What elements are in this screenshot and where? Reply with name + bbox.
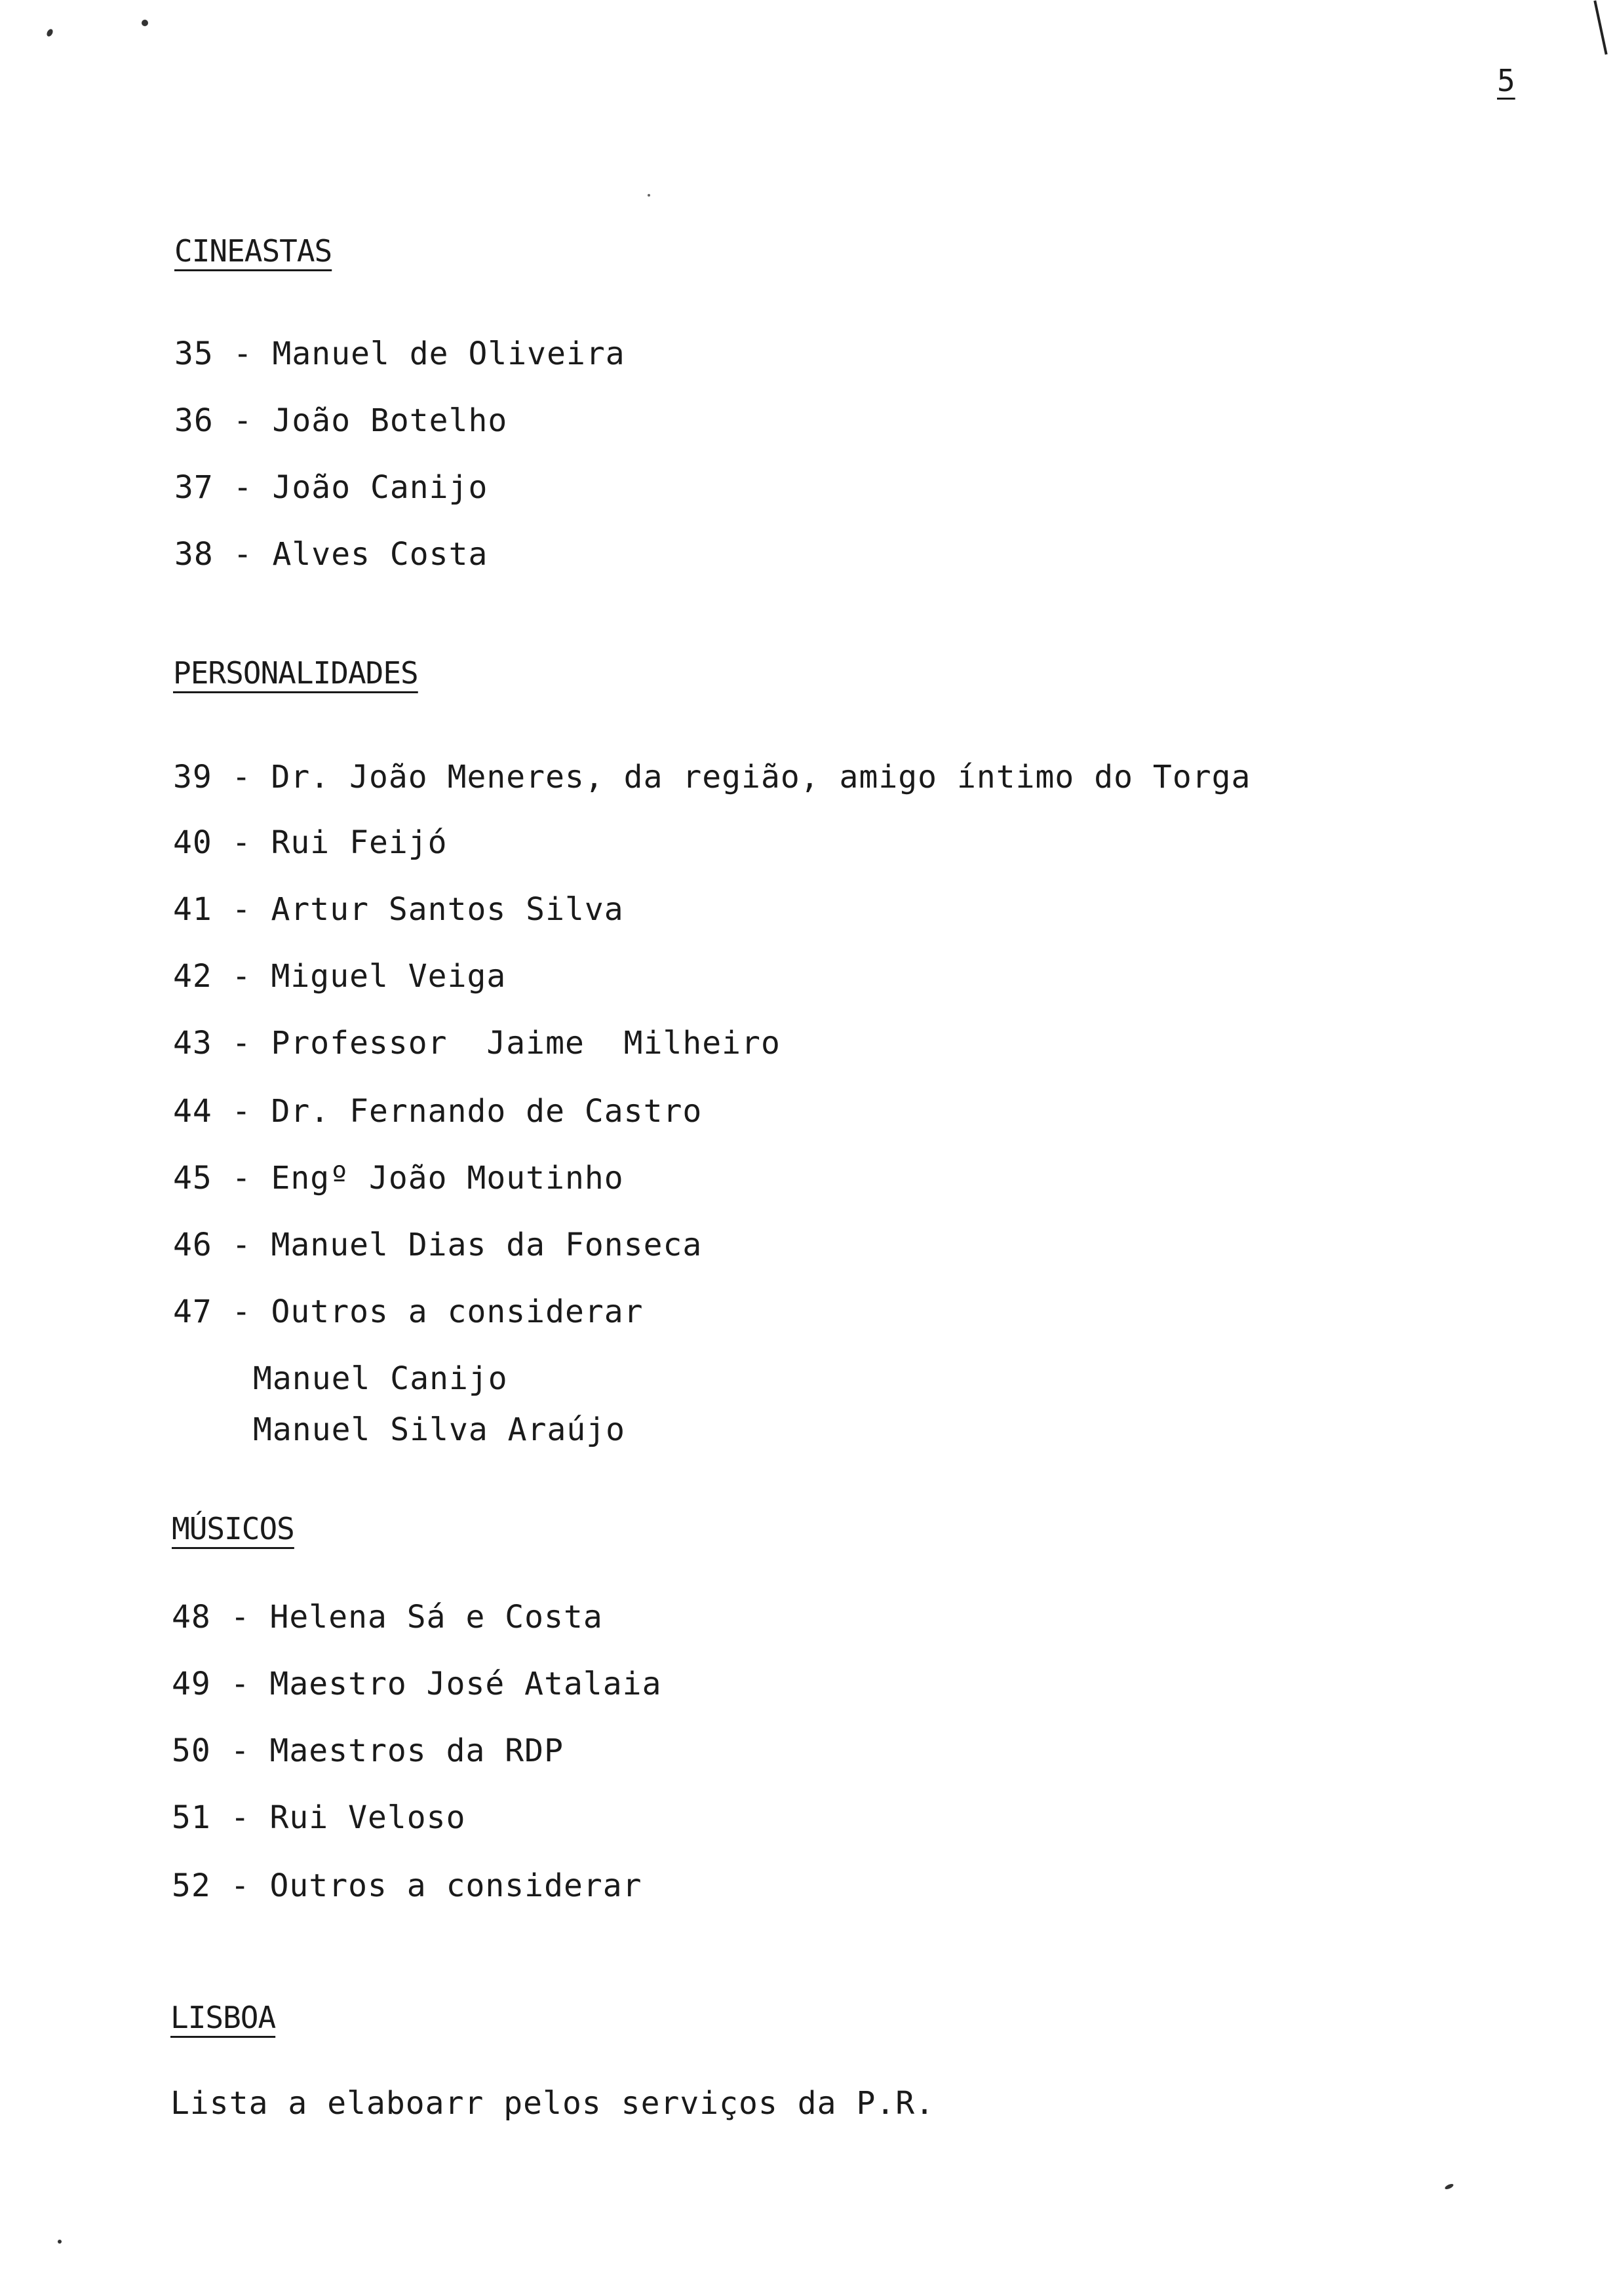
list-item: 47 - Outros a considerar: [173, 1293, 644, 1330]
list-item: 45 - Engº João Moutinho: [173, 1160, 624, 1196]
scan-speck: [58, 2240, 62, 2244]
list-item: 48 - Helena Sá e Costa: [172, 1599, 603, 1636]
scan-speck: [648, 194, 650, 197]
list-item: 39 - Dr. João Meneres, da região, amigo íntimo do Torga: [173, 759, 1251, 795]
list-item: 37 - João Canijo: [174, 469, 488, 506]
list-item: 43 - Professor Jaime Milheiro: [173, 1025, 781, 1062]
scan-speck: [1444, 2183, 1454, 2190]
section-heading-lisboa: LISBOA: [170, 2000, 276, 2035]
list-item: 38 - Alves Costa: [174, 536, 488, 573]
scan-speck: [142, 20, 148, 26]
sub-list-item: Manuel Canijo: [253, 1360, 508, 1397]
body-text: Lista a elaboarr pelos serviços da P.R.: [170, 2085, 935, 2122]
list-item: 40 - Rui Feijó: [173, 824, 448, 861]
page-number: 5: [1497, 63, 1515, 98]
list-item: 41 - Artur Santos Silva: [173, 891, 624, 928]
list-item: 44 - Dr. Fernando de Castro: [173, 1093, 703, 1130]
list-item: 36 - João Botelho: [174, 402, 508, 439]
scan-speck: [46, 28, 54, 37]
section-heading-musicos: MÚSICOS: [172, 1511, 294, 1546]
list-item: 42 - Miguel Veiga: [173, 958, 507, 995]
list-item: 46 - Manuel Dias da Fonseca: [173, 1227, 703, 1263]
list-item: 52 - Outros a considerar: [172, 1867, 642, 1904]
section-heading-personalidades: PERSONALIDADES: [173, 655, 418, 691]
scan-edge-mark: [1593, 1, 1607, 55]
list-item: 49 - Maestro José Atalaia: [172, 1666, 662, 1702]
section-heading-cineastas: CINEASTAS: [174, 233, 332, 269]
list-item: 35 - Manuel de Oliveira: [174, 335, 625, 372]
list-item: 51 - Rui Veloso: [172, 1799, 466, 1836]
sub-list-item: Manuel Silva Araújo: [253, 1411, 626, 1448]
list-item: 50 - Maestros da RDP: [172, 1732, 564, 1769]
